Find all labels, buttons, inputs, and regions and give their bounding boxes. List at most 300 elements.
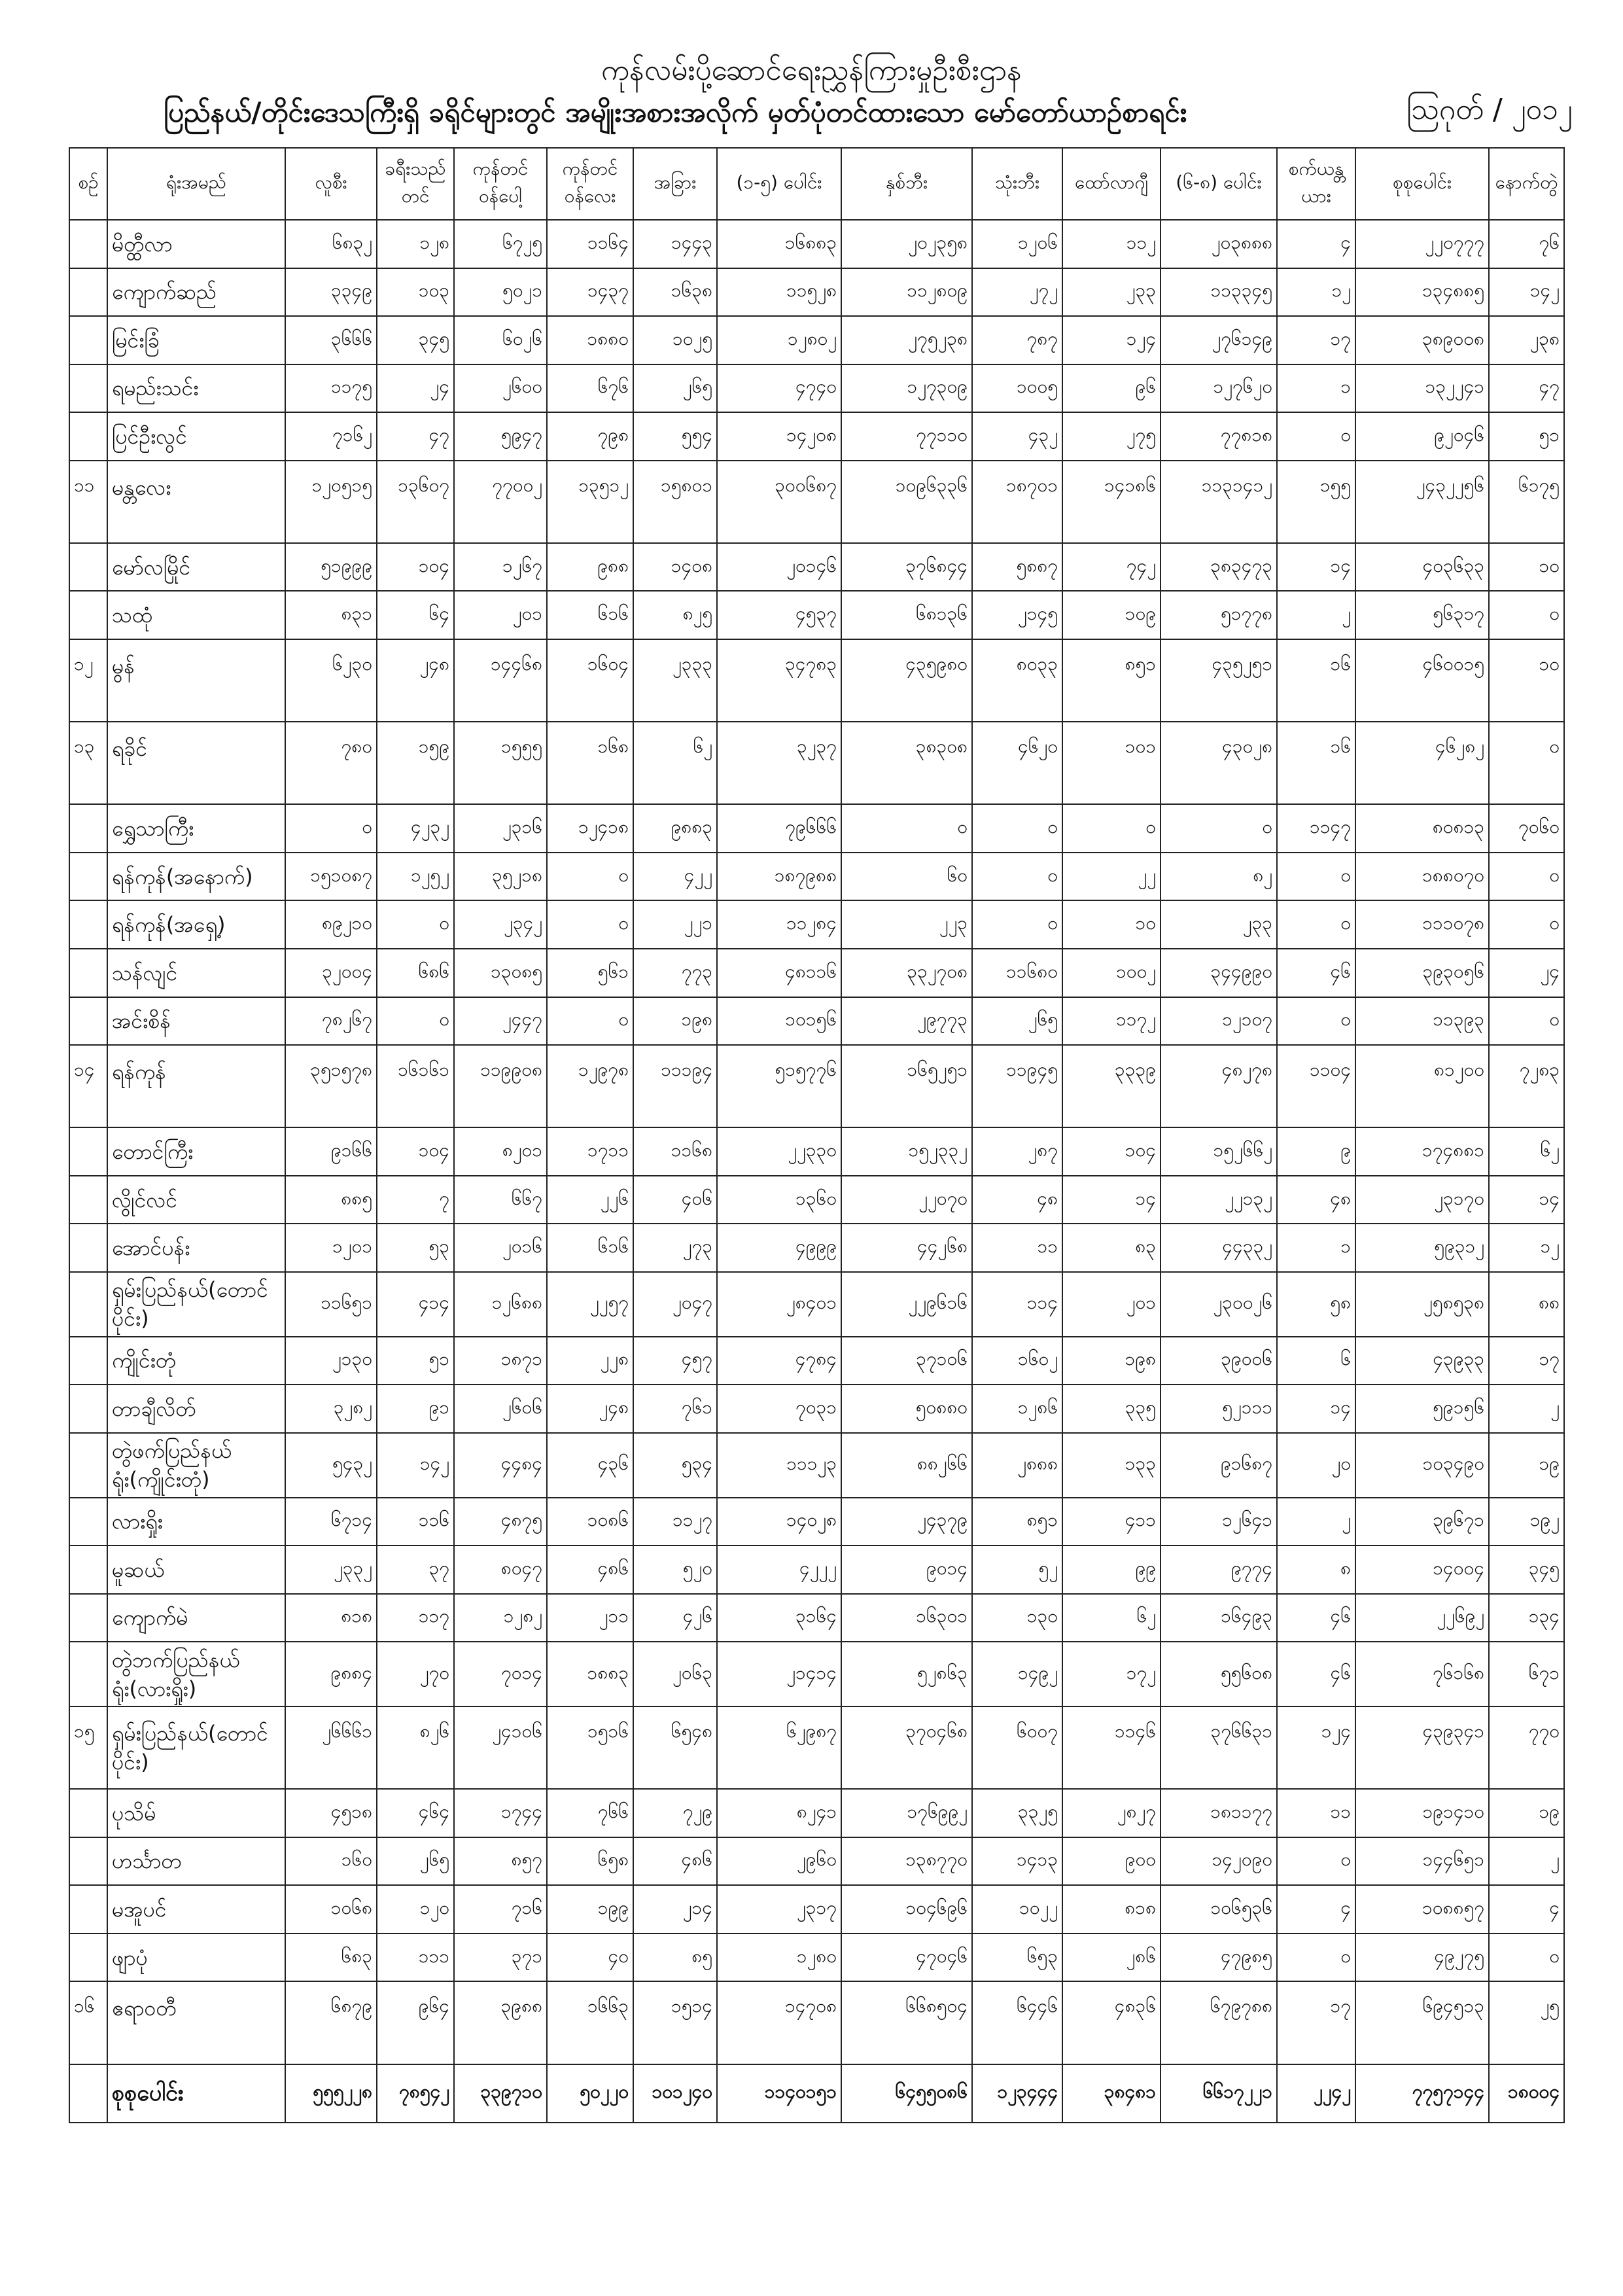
table-row	[69, 543, 1564, 592]
value-cell: ၃၂၃၇	[717, 722, 841, 804]
value-cell: ၁၄၉၂	[972, 1642, 1062, 1706]
value-cell: ၄၉၉၉	[717, 1224, 841, 1272]
value-cell: ၁၉၈	[633, 997, 717, 1046]
value-cell: ၇၉၈	[547, 412, 633, 461]
value-cell: ၀	[1161, 804, 1277, 853]
value-cell: ၂၂၅၇	[547, 1272, 633, 1337]
value-cell: ၄၈၆	[633, 1837, 717, 1886]
value-cell: ၇၁၆	[454, 1885, 547, 1934]
value-cell: ၁၁၂၈၀၉	[841, 268, 972, 317]
table-row	[69, 1594, 1564, 1642]
value-cell: ၂၁၄	[633, 1885, 717, 1934]
table-row	[69, 1498, 1564, 1546]
value-cell: ၉၀၁၄	[841, 1545, 972, 1594]
value-cell: ၁၄၄၆၈	[454, 639, 547, 722]
value-cell: ၇၈၀	[285, 722, 377, 804]
row-number-cell: ၁၆	[69, 1981, 107, 2064]
value-cell: ၀	[1277, 997, 1355, 1046]
value-cell: ၇၂၉	[633, 1789, 717, 1837]
value-cell: ၁၄၁၈၆	[1062, 461, 1161, 543]
value-cell: ၃၉၆၇၁	[1355, 1498, 1489, 1546]
value-cell: ၁	[1277, 364, 1355, 413]
value-cell: ၁၆၅၂၅၁	[841, 1045, 972, 1127]
value-cell: ၀	[972, 900, 1062, 949]
office-name-cell: ရခိုင်	[107, 722, 285, 804]
value-cell: ၁၅၅၅	[454, 722, 547, 804]
value-cell: ၅၁	[1489, 412, 1564, 461]
value-cell: ၄၇၈၄	[717, 1337, 841, 1385]
value-cell: ၂၃၈	[1489, 316, 1564, 364]
value-cell: ၃၂၀၀၄	[285, 949, 377, 997]
value-cell: ၅၅၅၂၂၈	[285, 2064, 377, 2123]
value-cell: ၇၀၁၄	[454, 1642, 547, 1706]
value-cell: ၂၀၂၃၅၈	[841, 220, 972, 268]
value-cell: ၄	[1489, 1885, 1564, 1934]
value-cell: ၆၆၈၅၀၄	[841, 1981, 972, 2064]
value-cell: ၂၇၂	[972, 268, 1062, 317]
office-name-cell: မန္တလေး	[107, 461, 285, 543]
value-cell: ၁၄	[1277, 1385, 1355, 1433]
row-number-cell: ၁၄	[69, 1045, 107, 1127]
table-row	[69, 364, 1564, 413]
table-row	[69, 1337, 1564, 1385]
value-cell: ၁၅၁၄	[633, 1981, 717, 2064]
value-cell: ၇၇၀၀၂	[454, 461, 547, 543]
value-cell: ၂၉၇၇၃	[841, 997, 972, 1046]
value-cell: ၁၀၉	[1062, 591, 1161, 639]
value-cell: ၁၈၈၃	[547, 1642, 633, 1706]
value-cell: ၁၄၄၃	[633, 220, 717, 268]
value-cell: ၁၆၈၈၃	[717, 220, 841, 268]
value-cell: ၁၂	[1489, 1224, 1564, 1272]
value-cell: ၁၄၂	[377, 1433, 454, 1498]
value-cell: ၂၉၆၀	[717, 1837, 841, 1886]
value-cell: ၁၆	[1277, 722, 1355, 804]
value-cell: ၁၀	[1489, 543, 1564, 592]
value-cell: ၈၈၅	[285, 1176, 377, 1224]
value-cell: ၁၁၄၇	[1277, 804, 1355, 853]
value-cell: ၁၂၆၄၁	[1161, 1498, 1277, 1546]
table-row	[69, 1224, 1564, 1272]
value-cell: ၄၃၂	[972, 412, 1062, 461]
report-month: သြဂုတ် / ၂၀၁၂	[1406, 93, 1573, 126]
value-cell: ၄၅၃၇	[717, 591, 841, 639]
value-cell: ၁၅၂၃၃၂	[841, 1127, 972, 1176]
value-cell: ၁၂၉၇၈	[547, 1045, 633, 1127]
value-cell: ၁၁၄၀၁၅၁	[717, 2064, 841, 2123]
row-number-cell	[69, 1176, 107, 1224]
value-cell: ၅၈	[1277, 1272, 1355, 1337]
value-cell: ၄၇	[377, 412, 454, 461]
value-cell: ၄၈၆	[547, 1545, 633, 1594]
value-cell: ၂	[1277, 591, 1355, 639]
value-cell: ၁၃၅၁၂	[547, 461, 633, 543]
value-cell: ၁၃၄၈၈၅	[1355, 268, 1489, 317]
row-number-cell: ၁၁	[69, 461, 107, 543]
value-cell: ၀	[1489, 591, 1564, 639]
value-cell: ၂၆၅	[377, 1837, 454, 1886]
row-number-cell	[69, 1594, 107, 1642]
value-cell: ၄၀၆	[633, 1176, 717, 1224]
value-cell: ၁၁၂	[1062, 220, 1161, 268]
value-cell: ၁၁၄၆	[1062, 1706, 1161, 1789]
value-cell: ၁၇၄၈၈၁	[1355, 1127, 1489, 1176]
value-cell: ၂၀၁၆	[454, 1224, 547, 1272]
office-name-cell: ဖျာပုံ	[107, 1934, 285, 1982]
value-cell: ၂၃၁၆	[454, 804, 547, 853]
value-cell: ၄၆	[1277, 1594, 1355, 1642]
value-cell: ၂၇၅၂၃၈	[841, 316, 972, 364]
table-row	[69, 853, 1564, 901]
value-cell: ၃၃၅	[1062, 1385, 1161, 1433]
value-cell: ၁၈၈၀	[547, 316, 633, 364]
value-cell: ၂၁၄၅	[972, 591, 1062, 639]
col-header: (၆-၈) ပေါင်း	[1161, 148, 1277, 220]
value-cell: ၂၃၃၃	[633, 639, 717, 722]
summary-row	[69, 1045, 1564, 1127]
row-number-cell: ၁၅	[69, 1706, 107, 1789]
value-cell: ၃၂၈၂	[285, 1385, 377, 1433]
value-cell: ၆၈၃၂	[285, 220, 377, 268]
value-cell: ၇၇၃	[633, 949, 717, 997]
value-cell: ၁၁၀၄	[1277, 1045, 1355, 1127]
value-cell: ၆၇၆	[547, 364, 633, 413]
value-cell: ၁၁၁၉၄	[633, 1045, 717, 1127]
col-header: စုစုပေါင်း	[1355, 148, 1489, 220]
row-number-cell	[69, 1642, 107, 1706]
value-cell: ၂၄၈	[377, 639, 454, 722]
row-number-cell	[69, 1885, 107, 1934]
value-cell: ၂၆၅	[633, 364, 717, 413]
value-cell: ၁၉	[1489, 1789, 1564, 1837]
value-cell: ၈၅၁	[972, 1498, 1062, 1546]
value-cell: ၃၄၄၉၉၀	[1161, 949, 1277, 997]
value-cell: ၁၃၆၀	[717, 1176, 841, 1224]
value-cell: ၂၇၃	[633, 1224, 717, 1272]
value-cell: ၄၈	[1277, 1176, 1355, 1224]
value-cell: ၆၂	[1489, 1127, 1564, 1176]
value-cell: ၃၇၀၄၆၈	[841, 1706, 972, 1789]
value-cell: ၇	[377, 1176, 454, 1224]
value-cell: ၄၃၉၃၄၁	[1355, 1706, 1489, 1789]
value-cell: ၁၇၆၉၉၂	[841, 1789, 972, 1837]
value-cell: ၁၃၀၈၅	[454, 949, 547, 997]
value-cell: ၁၁၇၂	[1062, 997, 1161, 1046]
value-cell: ၄၈၁၁၆	[717, 949, 841, 997]
value-cell: ၂၀၁	[1062, 1272, 1161, 1337]
value-cell: ၀	[1489, 997, 1564, 1046]
value-cell: ၂၃၄၂	[454, 900, 547, 949]
office-name-cell: စုစုပေါင်း	[107, 2064, 285, 2123]
value-cell: ၄၈	[972, 1176, 1062, 1224]
value-cell: ၈၀၃၃	[972, 639, 1062, 722]
value-cell: ၂၀၁၄၆	[717, 543, 841, 592]
value-cell: ၁၀၄	[377, 1127, 454, 1176]
row-number-cell	[69, 412, 107, 461]
value-cell: ၁၅၅	[1277, 461, 1355, 543]
row-number-cell: ၁၂	[69, 639, 107, 722]
value-cell: ၁၉၁၄၁၀	[1355, 1789, 1489, 1837]
value-cell: ၅၅၆၀၈	[1161, 1642, 1277, 1706]
value-cell: ၈၃	[1062, 1224, 1161, 1272]
value-cell: ၆၄၄၆	[972, 1981, 1062, 2064]
value-cell: ၅၀၂၂၀	[547, 2064, 633, 2123]
value-cell: ၉၆	[1062, 364, 1161, 413]
value-cell: ၂၂၃	[841, 900, 972, 949]
value-cell: ၇၆၆	[547, 1789, 633, 1837]
value-cell: ၈၉၂၁၀	[285, 900, 377, 949]
vehicle-registration-table	[69, 147, 1565, 2123]
col-header: နောက်တွဲ	[1489, 148, 1564, 220]
value-cell: ၃၅၂၁၈	[454, 853, 547, 901]
value-cell: ၂၃၁၇၀	[1355, 1176, 1489, 1224]
office-name-cell: ကျိုင်းတုံ	[107, 1337, 285, 1385]
value-cell: ၆၇၁၄	[285, 1498, 377, 1546]
value-cell: ၂၆၆၆၁	[285, 1706, 377, 1789]
table-row	[69, 804, 1564, 853]
value-cell: ၇၀၃၁	[717, 1385, 841, 1433]
page-title: ကုန်လမ်းပို့ဆောင်ရေးညွှန်ကြားမှုဦးစီးဌာန	[601, 54, 1022, 87]
value-cell: ၁၂၈၆	[972, 1385, 1062, 1433]
value-cell: ၄၄၂၆၈	[841, 1224, 972, 1272]
row-number-cell	[69, 316, 107, 364]
col-header: သုံးဘီး	[972, 148, 1062, 220]
value-cell: ၂၂၁၃၂	[1161, 1176, 1277, 1224]
row-number-cell	[69, 1385, 107, 1433]
value-cell: ၁၅၂၆၆၂	[1161, 1127, 1277, 1176]
value-cell: ၄၂၂	[633, 853, 717, 901]
value-cell: ၄၆၀၀၁၅	[1355, 639, 1489, 722]
value-cell: ၃၇၆၈၄၄	[841, 543, 972, 592]
table-row	[69, 997, 1564, 1046]
value-cell: ၂၃၃	[1062, 268, 1161, 317]
value-cell: ၁၆၃၈	[633, 268, 717, 317]
value-cell: ၀	[377, 997, 454, 1046]
value-cell: ၄၅၁၈	[285, 1789, 377, 1837]
value-cell: ၂၇၅	[1062, 412, 1161, 461]
value-cell: ၂၄၈	[547, 1385, 633, 1433]
office-name-cell: အင်းစိန်	[107, 997, 285, 1046]
value-cell: ၁၆	[1277, 639, 1355, 722]
office-name-cell: မူဆယ်	[107, 1545, 285, 1594]
row-number-cell	[69, 543, 107, 592]
value-cell: ၆၉၄၅၁၃	[1355, 1981, 1489, 2064]
value-cell: ၄၆၄	[377, 1789, 454, 1837]
value-cell: ၆၁၆	[547, 591, 633, 639]
value-cell: ၂၂၃၃၀	[717, 1127, 841, 1176]
row-number-cell	[69, 804, 107, 853]
value-cell: ၀	[285, 804, 377, 853]
value-cell: ၀	[1277, 412, 1355, 461]
value-cell: ၁၇	[1277, 1981, 1355, 2064]
value-cell: ၁၂၈၀	[717, 1934, 841, 1982]
value-cell: ၉၆၄	[377, 1981, 454, 2064]
value-cell: ၉၉	[1062, 1545, 1161, 1594]
value-cell: ၄၃၅၂၅၁	[1161, 639, 1277, 722]
value-cell: ၄၃၉၃၃	[1355, 1337, 1489, 1385]
value-cell: ၅၄၃၂	[285, 1433, 377, 1498]
value-cell: ၆၇၉၇၈၈	[1161, 1981, 1277, 2064]
value-cell: ၁၇၄၄	[454, 1789, 547, 1837]
value-cell: ၂၄	[377, 364, 454, 413]
value-cell: ၅၁၇၇၈	[1161, 591, 1277, 639]
office-name-cell: လားရှိုး	[107, 1498, 285, 1546]
value-cell: ၂၄၁၀၆	[454, 1706, 547, 1789]
row-number-cell: ၁၃	[69, 722, 107, 804]
value-cell: ၅၁၅၇၇၆	[717, 1045, 841, 1127]
row-number-cell	[69, 1789, 107, 1837]
value-cell: ၅၁	[377, 1337, 454, 1385]
value-cell: ၁၀၂၂	[972, 1885, 1062, 1934]
table-row	[69, 1433, 1564, 1498]
value-cell: ၁၀၂၅	[633, 316, 717, 364]
value-cell: ၁၈၀၀၄	[1489, 2064, 1564, 2123]
value-cell: ၁၈၈၀၇၀	[1355, 853, 1489, 901]
value-cell: ၇၉၆၆၆	[717, 804, 841, 853]
value-cell: ၅၂	[972, 1545, 1062, 1594]
col-header: ခရီးသည်တင်	[377, 148, 454, 220]
value-cell: ၆၁၇၅	[1489, 461, 1564, 543]
value-cell: ၁၁၄	[972, 1272, 1062, 1337]
value-cell: ၉၁၆၈၇	[1161, 1433, 1277, 1498]
value-cell: ၀	[1277, 1837, 1355, 1886]
value-cell: ၄၃၅၉၈၀	[841, 639, 972, 722]
col-header: လူစီး	[285, 148, 377, 220]
value-cell: ၃၇	[377, 1545, 454, 1594]
value-cell: ၅၁၉၉၉	[285, 543, 377, 592]
value-cell: ၅၆၁	[547, 949, 633, 997]
value-cell: ၁၀၃၄၉၀	[1355, 1433, 1489, 1498]
value-cell: ၂၈၂၇	[1062, 1789, 1161, 1837]
value-cell: ၁၁	[1277, 1789, 1355, 1837]
value-cell: ၁၇၁၁	[547, 1127, 633, 1176]
value-cell: ၂	[1489, 1837, 1564, 1886]
value-cell: ၂၇၆၁၄၉	[1161, 316, 1277, 364]
table-row	[69, 1127, 1564, 1176]
value-cell: ၉၁၆၆	[285, 1127, 377, 1176]
value-cell: ၂၀၆၃	[633, 1642, 717, 1706]
value-cell: ၁၄	[1277, 543, 1355, 592]
value-cell: ၈၁၈	[1062, 1885, 1161, 1934]
value-cell: ၆၁၆	[547, 1224, 633, 1272]
value-cell: ၁၈၇၉၈၈	[717, 853, 841, 901]
value-cell: ၂၁၃၀	[285, 1337, 377, 1385]
value-cell: ၂၂၈	[547, 1337, 633, 1385]
value-cell: ၄၂၆	[633, 1594, 717, 1642]
value-cell: ၁၀၆၈	[285, 1885, 377, 1934]
value-cell: ၆၈၆	[377, 949, 454, 997]
value-cell: ၁၆၀	[285, 1837, 377, 1886]
value-cell: ၃၄၇၈၃	[717, 639, 841, 722]
value-cell: ၂၀၁	[454, 591, 547, 639]
value-cell: ၉၂၀၄၆	[1355, 412, 1489, 461]
table-row	[69, 220, 1564, 268]
value-cell: ၂၅	[1489, 1981, 1564, 2064]
value-cell: ၆၆၇	[454, 1176, 547, 1224]
summary-row	[69, 1981, 1564, 2064]
value-cell: ၁၃၀	[972, 1594, 1062, 1642]
value-cell: ၃၀၀၆၈၇	[717, 461, 841, 543]
office-name-cell: သန်လျင်	[107, 949, 285, 997]
value-cell: ၁၂၀	[377, 1885, 454, 1934]
value-cell: ၁၆၁၆၁	[377, 1045, 454, 1127]
value-cell: ၁၂၅၂	[377, 853, 454, 901]
value-cell: ၁၈၇၁	[454, 1337, 547, 1385]
value-cell: ၀	[841, 804, 972, 853]
table-row	[69, 1642, 1564, 1706]
value-cell: ၁၂	[1277, 268, 1355, 317]
value-cell: ၃၃၂၅	[972, 1789, 1062, 1837]
value-cell: ၂၆၀၆	[454, 1385, 547, 1433]
value-cell: ၂၁၁	[547, 1594, 633, 1642]
value-cell: ၈၅၇	[454, 1837, 547, 1886]
value-cell: ၂၈၆	[1062, 1934, 1161, 1982]
value-cell: ၈၅၁	[1062, 639, 1161, 722]
summary-row	[69, 639, 1564, 722]
row-number-cell	[69, 1272, 107, 1337]
value-cell: ၁၀၃	[377, 268, 454, 317]
value-cell: ၂၂၁	[633, 900, 717, 949]
value-cell: ၄၃၀၂၈	[1161, 722, 1277, 804]
value-cell: ၇၈၅၄၂	[377, 2064, 454, 2123]
value-cell: ၂၀	[1277, 1433, 1355, 1498]
value-cell: ၁၁၁	[377, 1934, 454, 1982]
value-cell: ၁၃၃	[1062, 1433, 1161, 1498]
value-cell: ၀	[1489, 900, 1564, 949]
value-cell: ၁၂၈၀၂	[717, 316, 841, 364]
table-row	[69, 1789, 1564, 1837]
value-cell: ၃၈၃၀၈	[841, 722, 972, 804]
row-number-cell	[69, 2064, 107, 2123]
value-cell: ၁၀၈၈၅၇	[1355, 1885, 1489, 1934]
office-name-cell: ဟင်္သာတ	[107, 1837, 285, 1886]
value-cell: ၂၂၀၇၇၇	[1355, 220, 1489, 268]
value-cell: ၆၀	[841, 853, 972, 901]
value-cell: ၁၈၁၁၇၇	[1161, 1789, 1277, 1837]
value-cell: ၁၁၆၈	[633, 1127, 717, 1176]
value-cell: ၆၆၁၇၂၂၁	[1161, 2064, 1277, 2123]
col-header: ကုန်တင် ဝန်ပေါ့	[454, 148, 547, 220]
value-cell: ၁၀၆၅၃၆	[1161, 1885, 1277, 1934]
value-cell: ၁၂၄	[1062, 316, 1161, 364]
value-cell: ၁၁၂၇	[633, 1498, 717, 1546]
value-cell: ၁၆၃၀၁	[841, 1594, 972, 1642]
value-cell: ၁၃၆၀၇	[377, 461, 454, 543]
value-cell: ၁၁၇၅	[285, 364, 377, 413]
value-cell: ၂၂၀၇၀	[841, 1176, 972, 1224]
value-cell: ၁၄၂၀၉၀	[1161, 1837, 1277, 1886]
value-cell: ၁၀၄	[377, 543, 454, 592]
office-name-cell: တွဲဘက်ပြည်နယ်ရုံး(လားရှိုး)	[107, 1642, 285, 1706]
value-cell: ၁၃၄	[1489, 1594, 1564, 1642]
value-cell: ၂၄၃၂၂၅၆	[1355, 461, 1489, 543]
value-cell: ၂၈၇	[972, 1127, 1062, 1176]
value-cell: ၁၉၉	[547, 1885, 633, 1934]
office-name-cell: ရှမ်းပြည်နယ်(တောင်ပိုင်း)	[107, 1706, 285, 1789]
value-cell: ၂၂	[1062, 853, 1161, 901]
value-cell: ၁၁၃၃၄၅	[1161, 268, 1277, 317]
value-cell: ၇၆၁	[633, 1385, 717, 1433]
table-row	[69, 1272, 1564, 1337]
value-cell: ၄၅၇	[633, 1337, 717, 1385]
value-cell: ၀	[972, 804, 1062, 853]
value-cell: ၄၀	[547, 1934, 633, 1982]
value-cell: ၉၈၈	[547, 543, 633, 592]
office-name-cell: မွန်	[107, 639, 285, 722]
value-cell: ၇၆	[1489, 220, 1564, 268]
value-cell: ၅၅၄	[633, 412, 717, 461]
summary-row	[69, 1706, 1564, 1789]
